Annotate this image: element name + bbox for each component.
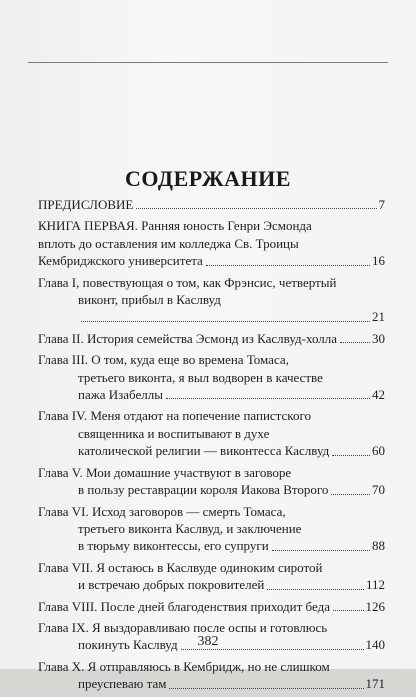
toc-page-number: 30 [372,330,385,346]
toc-entry-text: католической религии — виконтесса Каслвуд [78,443,330,459]
dot-leader [340,342,370,343]
toc-entry-text: пажа Изабеллы [78,387,163,403]
toc-page-number: 21 [372,309,385,325]
toc-entry[interactable] [38,559,385,594]
toc-page-number: 7 [378,197,385,212]
toc-entry-text: Глава II. История семейства Эсмонд из Каслвуд-холла [38,330,338,346]
toc-entry-text: Глава VI. Исход заговоров — смерть Томаса, [38,503,286,519]
dot-leader [169,688,363,689]
toc-entry[interactable] [38,658,385,693]
toc-entry-text: виконт, прибыл в Каслвуд [78,292,221,308]
toc-page-number: 88 [372,538,385,554]
toc-entry[interactable] [38,351,385,403]
toc-entry-text: КНИГА ПЕРВАЯ. Ранняя юность Генри Эсмонда [38,218,312,234]
toc-entry-text: Глава VIII. После дней благоденствия приходит беда [38,598,330,614]
toc-entry-text: Глава X. Я отправляюсь в Кембридж, но не слишком [38,658,330,674]
toc-entry-text: Глава VII. Я остаюсь в Каслвуде одиноким сиротой [38,559,323,575]
dot-leader [332,455,370,456]
dot-leader [331,494,370,495]
dot-leader [136,208,376,209]
page-title: СОДЕРЖАНИЕ [125,166,291,191]
toc-entry-text: третьего виконта, я выл водворен в качестве [78,369,323,385]
toc-entry-text: третьего виконта Каслвуд, и заключение [78,520,302,536]
toc-entry-text: Глава III. О том, куда еще во времена Томаса, [38,352,289,368]
dot-leader [206,265,370,266]
toc-entry-text: в тюрьму виконтессы, его супруги [78,538,269,554]
toc-page-number: 70 [372,482,385,498]
toc-page-number: 112 [365,577,385,593]
dot-leader [81,321,370,322]
toc-entry-text: покинуть Каслвуд [78,637,178,653]
toc-page-number: 126 [365,598,385,614]
toc-entry-text: Глава V. Мои домашние участвуют в заговоре [38,464,292,480]
toc-entry[interactable] [38,196,385,213]
toc-entry-text: Глава IX. Я выздоравливаю после оспы и готовлюсь [38,619,328,635]
toc-entry[interactable] [38,217,385,269]
toc-page-number: 140 [365,637,385,653]
toc-entry-text: и встречаю добрых покровителей [78,577,265,593]
toc-entry-text: в пользу реставрации короля Иакова Второго [78,482,329,498]
toc-page-number: 171 [365,676,385,692]
toc-entry[interactable] [38,330,385,347]
table-of-contents [38,196,385,697]
dot-leader [272,550,370,551]
toc-entry-text: преуспеваю там [78,676,167,692]
toc-page-number: 60 [372,443,385,459]
toc-page-number: 16 [372,253,385,269]
toc-entry-text: Кембриджского университета [38,253,203,269]
toc-entry-text: Глава IV. Меня отдают на попечение папистского [38,408,311,424]
dot-leader [267,589,364,590]
toc-entry[interactable] [38,598,385,615]
toc-entry-text: Глава I, повествующая о том, как Фрэнсис, четвертый [38,274,337,290]
dot-leader [333,610,364,611]
toc-entry[interactable] [38,274,385,326]
toc-entry[interactable] [38,464,385,499]
toc-entry[interactable] [38,503,385,555]
toc-entry-text: священника и воспитывают в духе [78,425,270,441]
toc-page-number: 42 [372,387,385,403]
dot-leader [166,398,370,399]
page-number: 382 [197,634,219,649]
toc-entry-text: вплоть до оставления им колледжа Св. Троицы [38,235,299,251]
running-header-rule [28,52,388,63]
toc-entry[interactable] [38,407,385,459]
toc-entry-text: ПРЕДИСЛОВИЕ [38,197,134,212]
